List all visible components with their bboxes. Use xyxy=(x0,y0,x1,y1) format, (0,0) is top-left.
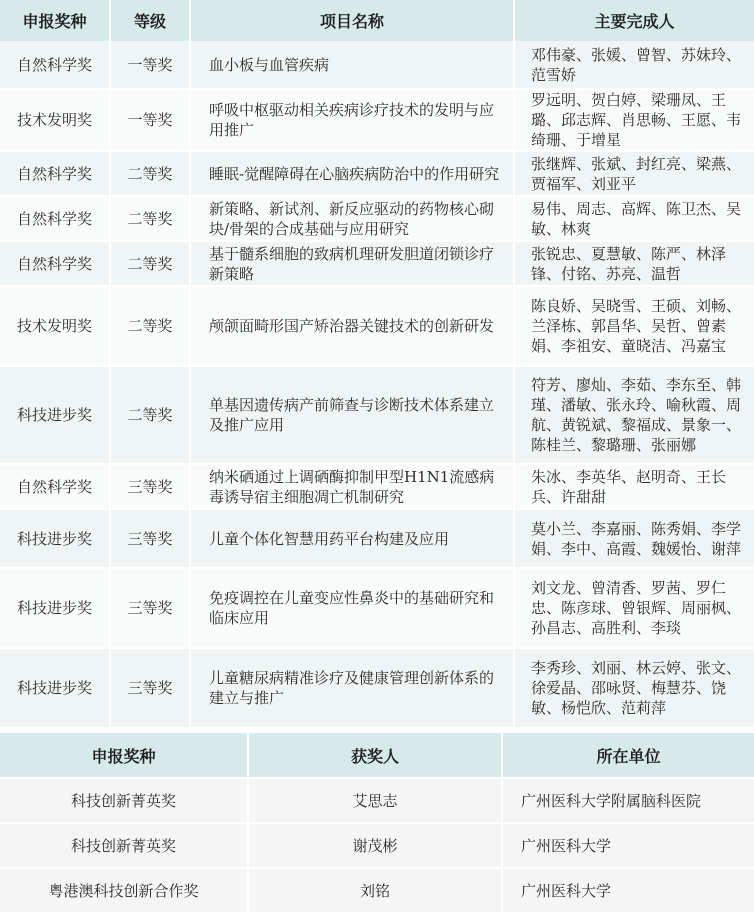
level-cell: 三等奖 xyxy=(110,509,190,568)
table-row xyxy=(0,366,754,464)
table-row xyxy=(0,241,754,286)
affiliation-cell: 广州医科大学 xyxy=(502,823,754,868)
winner-cell: 谢茂彬 xyxy=(248,823,502,868)
project-name-cell: 免疫调控在儿童变应性鼻炎中的基础研究和临床应用 xyxy=(190,568,514,648)
table-row xyxy=(0,41,754,89)
award-type-cell: 自然科学奖 xyxy=(0,241,110,286)
level-cell: 三等奖 xyxy=(110,568,190,648)
level-cell: 二等奖 xyxy=(110,196,190,241)
table-row xyxy=(0,464,754,509)
award-type-cell: 自然科学奖 xyxy=(0,151,110,196)
award-type-cell: 科技进步奖 xyxy=(0,568,110,648)
header-award-type: 申报奖种 xyxy=(0,0,110,41)
contributors-cell: 陈良娇、吴晓雪、王硕、刘畅、兰泽栋、郭昌华、吴哲、曾素娟、李祖安、童晓洁、冯嘉宝 xyxy=(514,286,754,366)
level-cell: 三等奖 xyxy=(110,648,190,728)
project-name-cell: 单基因遗传病产前筛查与诊断技术体系建立及推广应用 xyxy=(190,366,514,464)
table-row xyxy=(0,778,754,823)
table-row xyxy=(0,89,754,151)
level-cell: 一等奖 xyxy=(110,89,190,151)
project-name-cell: 纳米硒通过上调硒酶抑制甲型H1N1流感病毒诱导宿主细胞凋亡机制研究 xyxy=(190,464,514,509)
table-row xyxy=(0,509,754,568)
winner-cell: 艾思志 xyxy=(248,778,502,823)
table-header-row xyxy=(0,0,754,41)
award-type-cell: 自然科学奖 xyxy=(0,41,110,89)
award-type-cell: 技术发明奖 xyxy=(0,89,110,151)
table-row xyxy=(0,648,754,728)
contributors-cell: 罗远明、贺白婷、梁珊凤、王璐、邱志辉、肖思畅、王愿、韦绮珊、于增星 xyxy=(514,89,754,151)
project-name-cell: 儿童个体化智慧用药平台构建及应用 xyxy=(190,509,514,568)
affiliation-cell: 广州医科大学 xyxy=(502,868,754,912)
award-type-cell: 科技进步奖 xyxy=(0,366,110,464)
award-type-cell: 科技进步奖 xyxy=(0,648,110,728)
level-cell: 三等奖 xyxy=(110,464,190,509)
award-type-cell: 科技创新菁英奖 xyxy=(0,823,248,868)
header-level: 等级 xyxy=(110,0,190,41)
award-type-cell: 技术发明奖 xyxy=(0,286,110,366)
table-row xyxy=(0,823,754,868)
award-type-cell: 科技创新菁英奖 xyxy=(0,778,248,823)
table-row xyxy=(0,568,754,648)
contributors-cell: 朱冰、李英华、赵明奇、王长兵、许甜甜 xyxy=(514,464,754,509)
table-row xyxy=(0,151,754,196)
project-name-cell: 睡眠-觉醒障碍在心脑疾病防治中的作用研究 xyxy=(190,151,514,196)
header-affiliation: 所在单位 xyxy=(502,733,754,778)
contributors-cell: 张锐忠、夏慧敏、陈严、林泽锋、付铭、苏亮、温哲 xyxy=(514,241,754,286)
contributors-cell: 易伟、周志、高辉、陈卫杰、吴敏、林爽 xyxy=(514,196,754,241)
table-row xyxy=(0,196,754,241)
level-cell: 二等奖 xyxy=(110,286,190,366)
award-type-cell: 科技进步奖 xyxy=(0,509,110,568)
affiliation-cell: 广州医科大学附属脑科医院 xyxy=(502,778,754,823)
contributors-cell: 张继辉、张斌、封红亮、梁燕、贾福军、刘亚平 xyxy=(514,151,754,196)
project-name-cell: 新策略、新试剂、新反应驱动的药物核心砌块/骨架的合成基础与应用研究 xyxy=(190,196,514,241)
contributors-cell: 莫小兰、李嘉丽、陈秀娟、李学娟、李中、高霞、魏媛怡、谢萍 xyxy=(514,509,754,568)
header-project-name: 项目名称 xyxy=(190,0,514,41)
level-cell: 二等奖 xyxy=(110,241,190,286)
award-type-cell: 自然科学奖 xyxy=(0,464,110,509)
level-cell: 一等奖 xyxy=(110,41,190,89)
table-header-row xyxy=(0,733,754,778)
project-name-cell: 血小板与血管疾病 xyxy=(190,41,514,89)
award-type-cell: 粤港澳科技创新合作奖 xyxy=(0,868,248,912)
contributors-cell: 邓伟豪、张媛、曾智、苏妹玲、范雪娇 xyxy=(514,41,754,89)
project-name-cell: 基于髓系细胞的致病机理研发胆道闭锁诊疗新策略 xyxy=(190,241,514,286)
winner-cell: 刘铭 xyxy=(248,868,502,912)
contributors-cell: 符芳、廖灿、李茹、李东至、韩瑾、潘敏、张永玲、喻秋霞、周航、黄锐斌、黎福成、景象一、陈桂兰、黎璐珊、张丽娜 xyxy=(514,366,754,464)
contributors-cell: 李秀珍、刘丽、林云婷、张文、徐爱晶、邵咏贤、梅慧芬、饶敏、杨恺欣、范莉萍 xyxy=(514,648,754,728)
project-name-cell: 儿童糖尿病精准诊疗及健康管理创新体系的建立与推广 xyxy=(190,648,514,728)
project-name-cell: 颅颌面畸形国产矫治器关键技术的创新研发 xyxy=(190,286,514,366)
header-winner: 获奖人 xyxy=(248,733,502,778)
header-main-contributors: 主要完成人 xyxy=(514,0,754,41)
project-name-cell: 呼吸中枢驱动相关疾病诊疗技术的发明与应用推广 xyxy=(190,89,514,151)
level-cell: 二等奖 xyxy=(110,366,190,464)
table-row xyxy=(0,286,754,366)
personal-award-table xyxy=(0,733,754,912)
table-row xyxy=(0,868,754,912)
header-award-type: 申报奖种 xyxy=(0,733,248,778)
level-cell: 二等奖 xyxy=(110,151,190,196)
award-type-cell: 自然科学奖 xyxy=(0,196,110,241)
contributors-cell: 刘文龙、曾清香、罗茜、罗仁忠、陈彦球、曾银辉、周丽枫、孙昌志、高胜利、李琰 xyxy=(514,568,754,648)
